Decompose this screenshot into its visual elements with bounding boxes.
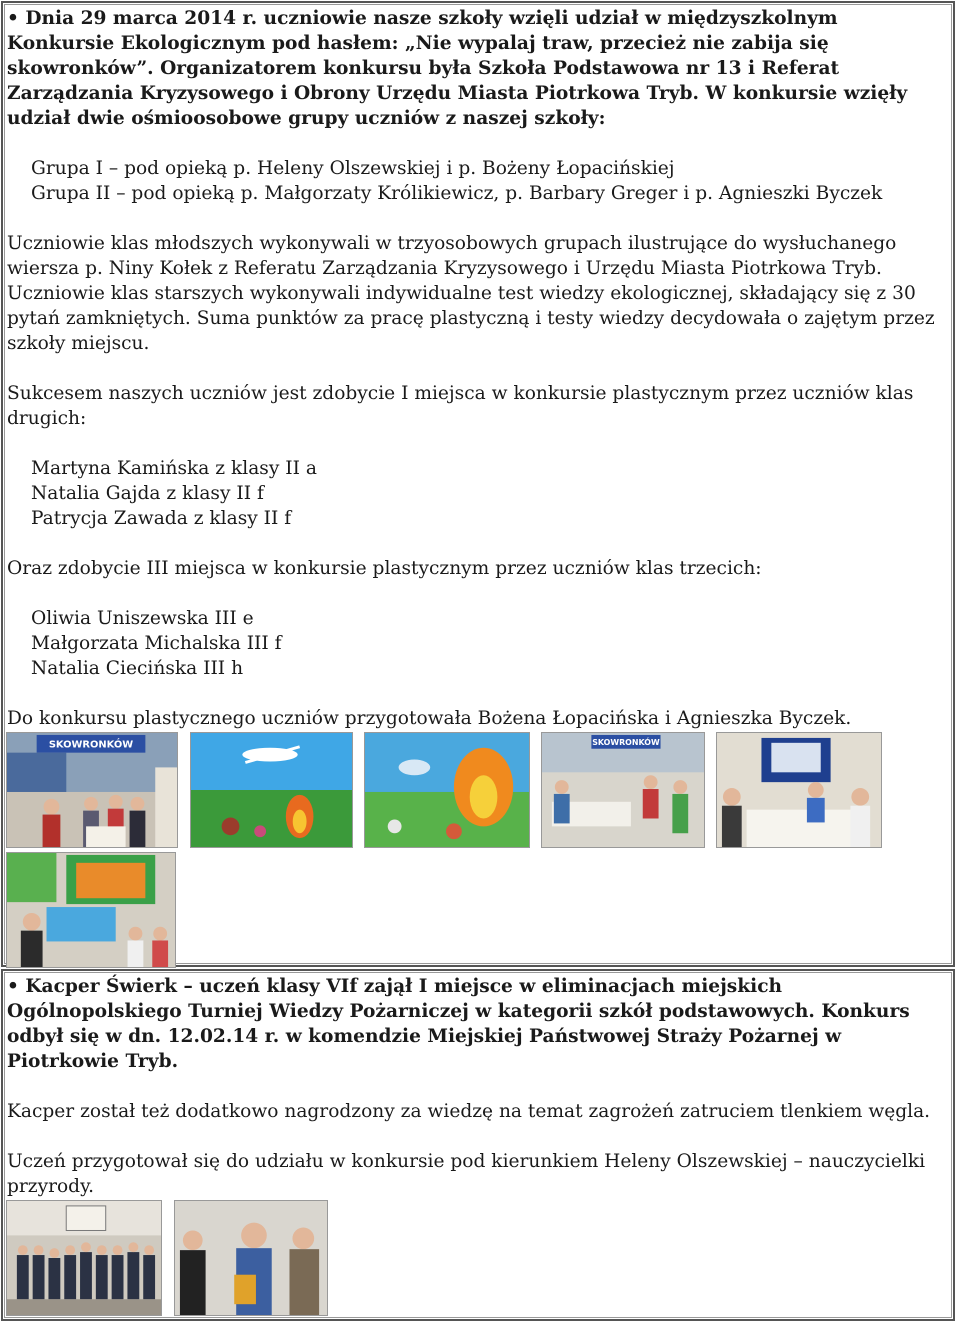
photo-drawing-stork[interactable] bbox=[190, 732, 353, 848]
prepared-by-line: Do konkursu plastycznego uczniów przygotowała Bożena Łopacińska i Agnieszka Byczek. bbox=[7, 708, 852, 729]
third-place-line: Oraz zdobycie III miejsca w konkursie plastycznym przez uczniów klas trzecich: bbox=[7, 558, 762, 579]
group-item: Grupa II – pod opieką p. Małgorzaty Królikiewicz, p. Barbary Greger i p. Agnieszki Byczek bbox=[31, 183, 883, 204]
group-item: Grupa I – pod opieką p. Heleny Olszewskiej i p. Bożeny Łopacińskiej bbox=[31, 158, 675, 179]
heading-line: • Kacper Świerk – uczeń klasy VIf zajął I miejsce w eliminacjach miejskich bbox=[7, 976, 783, 997]
photo-group-firefighters[interactable] bbox=[6, 1200, 162, 1316]
photo-students-table[interactable] bbox=[716, 732, 882, 848]
winner-item: Natalia Gajda z klasy II f bbox=[31, 483, 264, 504]
photo-drawing-fire[interactable] bbox=[364, 732, 530, 848]
paragraph-line: wiersza p. Niny Kołek z Referatu Zarządzania Kryzysowego i Urzędu Miasta Piotrkowa Tryb. bbox=[7, 258, 882, 279]
winner-item: Oliwia Uniszewska III e bbox=[31, 608, 254, 629]
winner-item: Małgorzata Michalska III f bbox=[31, 633, 282, 654]
winner-item: Martyna Kamińska z klasy II a bbox=[31, 458, 317, 479]
paragraph-line: Uczniowie klas starszych wykonywali indywidualne test wiedzy ekologicznej, składający się z 30 bbox=[7, 283, 916, 304]
heading-line: skowronków”. Organizatorem konkursu była Szkoła Podstawowa nr 13 i Referat bbox=[7, 58, 840, 79]
heading-line: • Dnia 29 marca 2014 r. uczniowie nasze szkoły wzięli udział w międzyszkolnym bbox=[7, 8, 838, 29]
paragraph-line: Uczniowie klas młodszych wykonywali w trzyosobowych grupach ilustrujące do wysłuchanego bbox=[7, 233, 897, 254]
award-line: Kacper został też dodatkowo nagrodzony za wiedzę na temat zagrożeń zatruciem tlenkiem węgla. bbox=[7, 1101, 931, 1122]
banner-text: SKOWRONKÓW bbox=[48, 739, 134, 751]
heading-line: udział dwie ośmioosobowe grupy uczniów z naszej szkoły: bbox=[7, 108, 606, 129]
photo-ceremony[interactable] bbox=[6, 732, 178, 848]
heading-line: Zarządzania Kryzysowego i Obrony Urzędu Miasta Piotrkowa Tryb. W konkursie wzięły bbox=[7, 83, 908, 104]
prep-line: przyrody. bbox=[7, 1176, 95, 1197]
heading-line: Konkursie Ekologicznym pod hasłem: „Nie wypalaj traw, przecież nie zabija się bbox=[7, 33, 829, 54]
heading-line: Piotrkowie Tryb. bbox=[7, 1051, 179, 1072]
paragraph-line: pytań zamkniętych. Suma punktów za pracę plastyczną i testy wiedzy decydowała o zajętym przez bbox=[7, 308, 935, 329]
prep-line: Uczeń przygotował się do udziału w konkursie pod kierunkiem Heleny Olszewskiej – nauczycielki bbox=[7, 1151, 926, 1172]
winner-item: Patrycja Zawada z klasy II f bbox=[31, 508, 292, 529]
winner-item: Natalia Ciecińska III h bbox=[31, 658, 244, 679]
heading-line: Ogólnopolskiego Turniej Wiedzy Pożarniczej w kategorii szkół podstawowych. Konkurs bbox=[7, 1001, 910, 1022]
paragraph-line: szkoły miejscu. bbox=[7, 333, 150, 354]
success-line: Sukcesem naszych uczniów jest zdobycie I miejsca w konkursie plastycznym przez uczniów klas bbox=[7, 383, 914, 404]
photo-classroom[interactable] bbox=[541, 732, 705, 848]
photo-award-boy[interactable] bbox=[174, 1200, 328, 1316]
photo-drawings-display[interactable] bbox=[6, 852, 176, 968]
heading-line: odbył się w dn. 12.02.14 r. w komendzie Miejskiej Państwowej Straży Pożarnej w bbox=[7, 1026, 842, 1047]
banner-text: SKOWRONKÓW bbox=[592, 737, 660, 747]
success-line: drugich: bbox=[7, 408, 87, 429]
